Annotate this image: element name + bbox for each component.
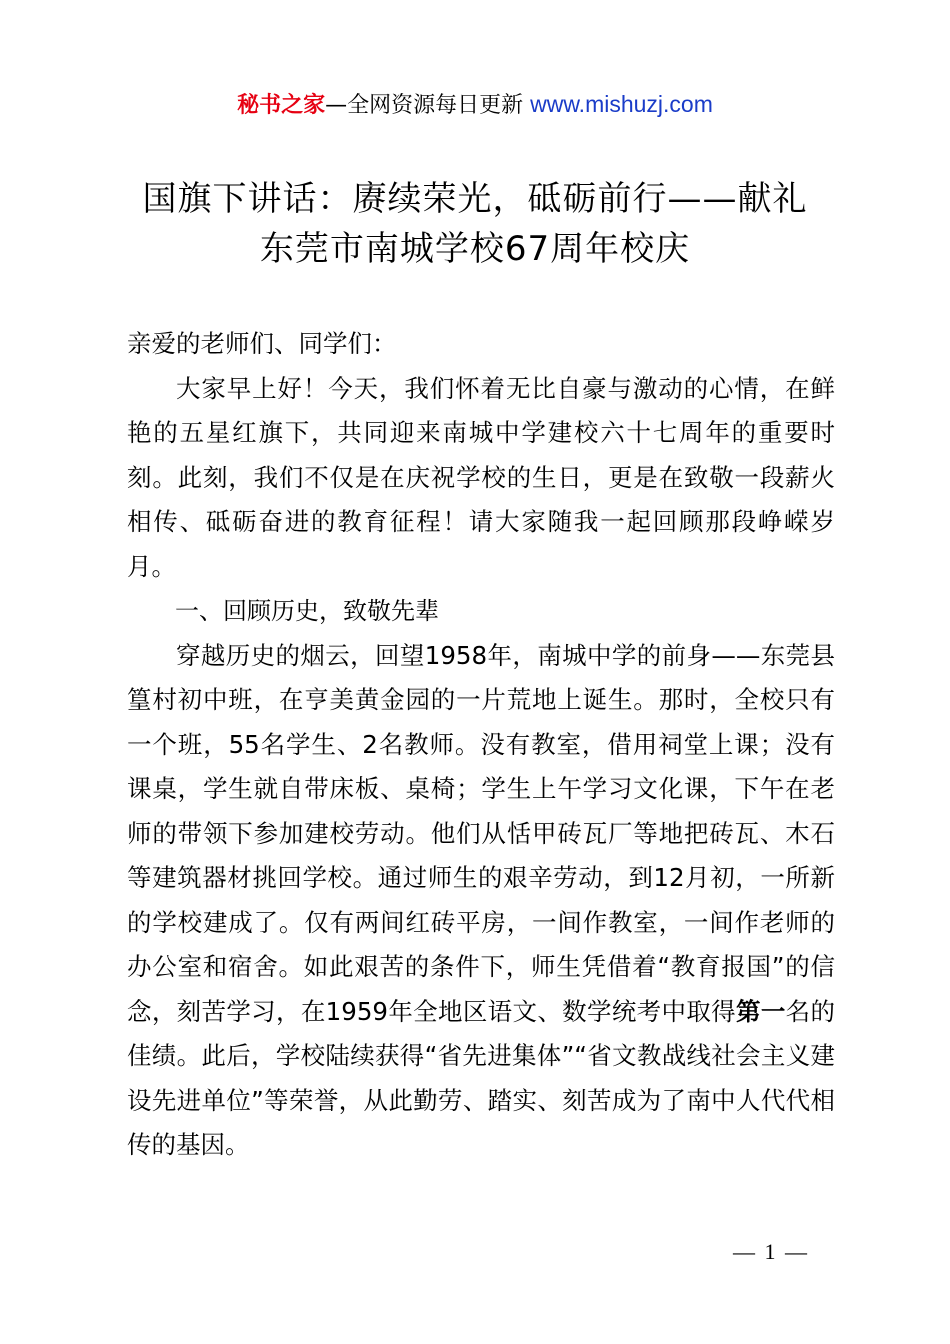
title-line-2: 东莞市南城学校67周年校庆 (259, 229, 691, 269)
site-header (0, 88, 950, 122)
title-line-1: 国旗下讲话：赓续荣光，砥砺前行——献礼 (142, 179, 808, 219)
section-heading: 一、回顾历史，致敬先辈 (175, 597, 439, 625)
document-body (127, 322, 835, 1168)
salutation: 亲爱的老师们、同学们： (127, 329, 397, 358)
paragraph-history-emphasis: 第一 (736, 996, 786, 1026)
paragraph-history-text-1: 穿越历史的烟云，回望1958年，南城中学的前身——东莞县篁村初中班，在亨美黄金园的一片荒地上诞生。那时，全校只有一个班，55名学生、2名教师。没有教室，借用祠堂上课；没有课桌，学生就自带床板、桌椅；学生上午学习文化课，下午在老师的带领下参加建校劳动。他们从恬甲砖瓦厂等地把砖瓦、木石等建筑器材挑回学校。通过师生的艰辛劳动，到12月初，一所新的学校建成了。仅有两间红砖平房，一间作教室，一间作老师的办公室和宿舍。如此艰苦的条件下，师生凭借着“教育报国”的信念，刻苦学习，在1959年全地区语文、数学统考中取得 (127, 640, 835, 1026)
paragraph-history-text-2: 名的佳绩。此后，学校陆续获得“省先进集体”“省文教战线社会主义建设先进单位”等荣誉，从此勤劳、踏实、刻苦成为了南中人代代相传的基因。 (127, 996, 836, 1159)
site-slogan: —全网资源每日更新 (325, 93, 531, 118)
paragraph-opening: 大家早上好！今天，我们怀着无比自豪与激动的心情，在鲜艳的五星红旗下，共同迎来南城中学建校六十七周年的重要时刻。此刻，我们不仅是在庆祝学校的生日，更是在致敬一段薪火相传、砥砺奋进的教育征程！请大家随我一起回顾那段峥嵘岁月。 (127, 373, 835, 581)
site-brand: 秘书之家 (237, 93, 326, 118)
site-url-link[interactable]: www.mishuzj.com (530, 91, 713, 117)
paragraph-history (127, 634, 835, 1168)
page-number: — 1 — (733, 1239, 809, 1264)
document-title (100, 174, 850, 274)
